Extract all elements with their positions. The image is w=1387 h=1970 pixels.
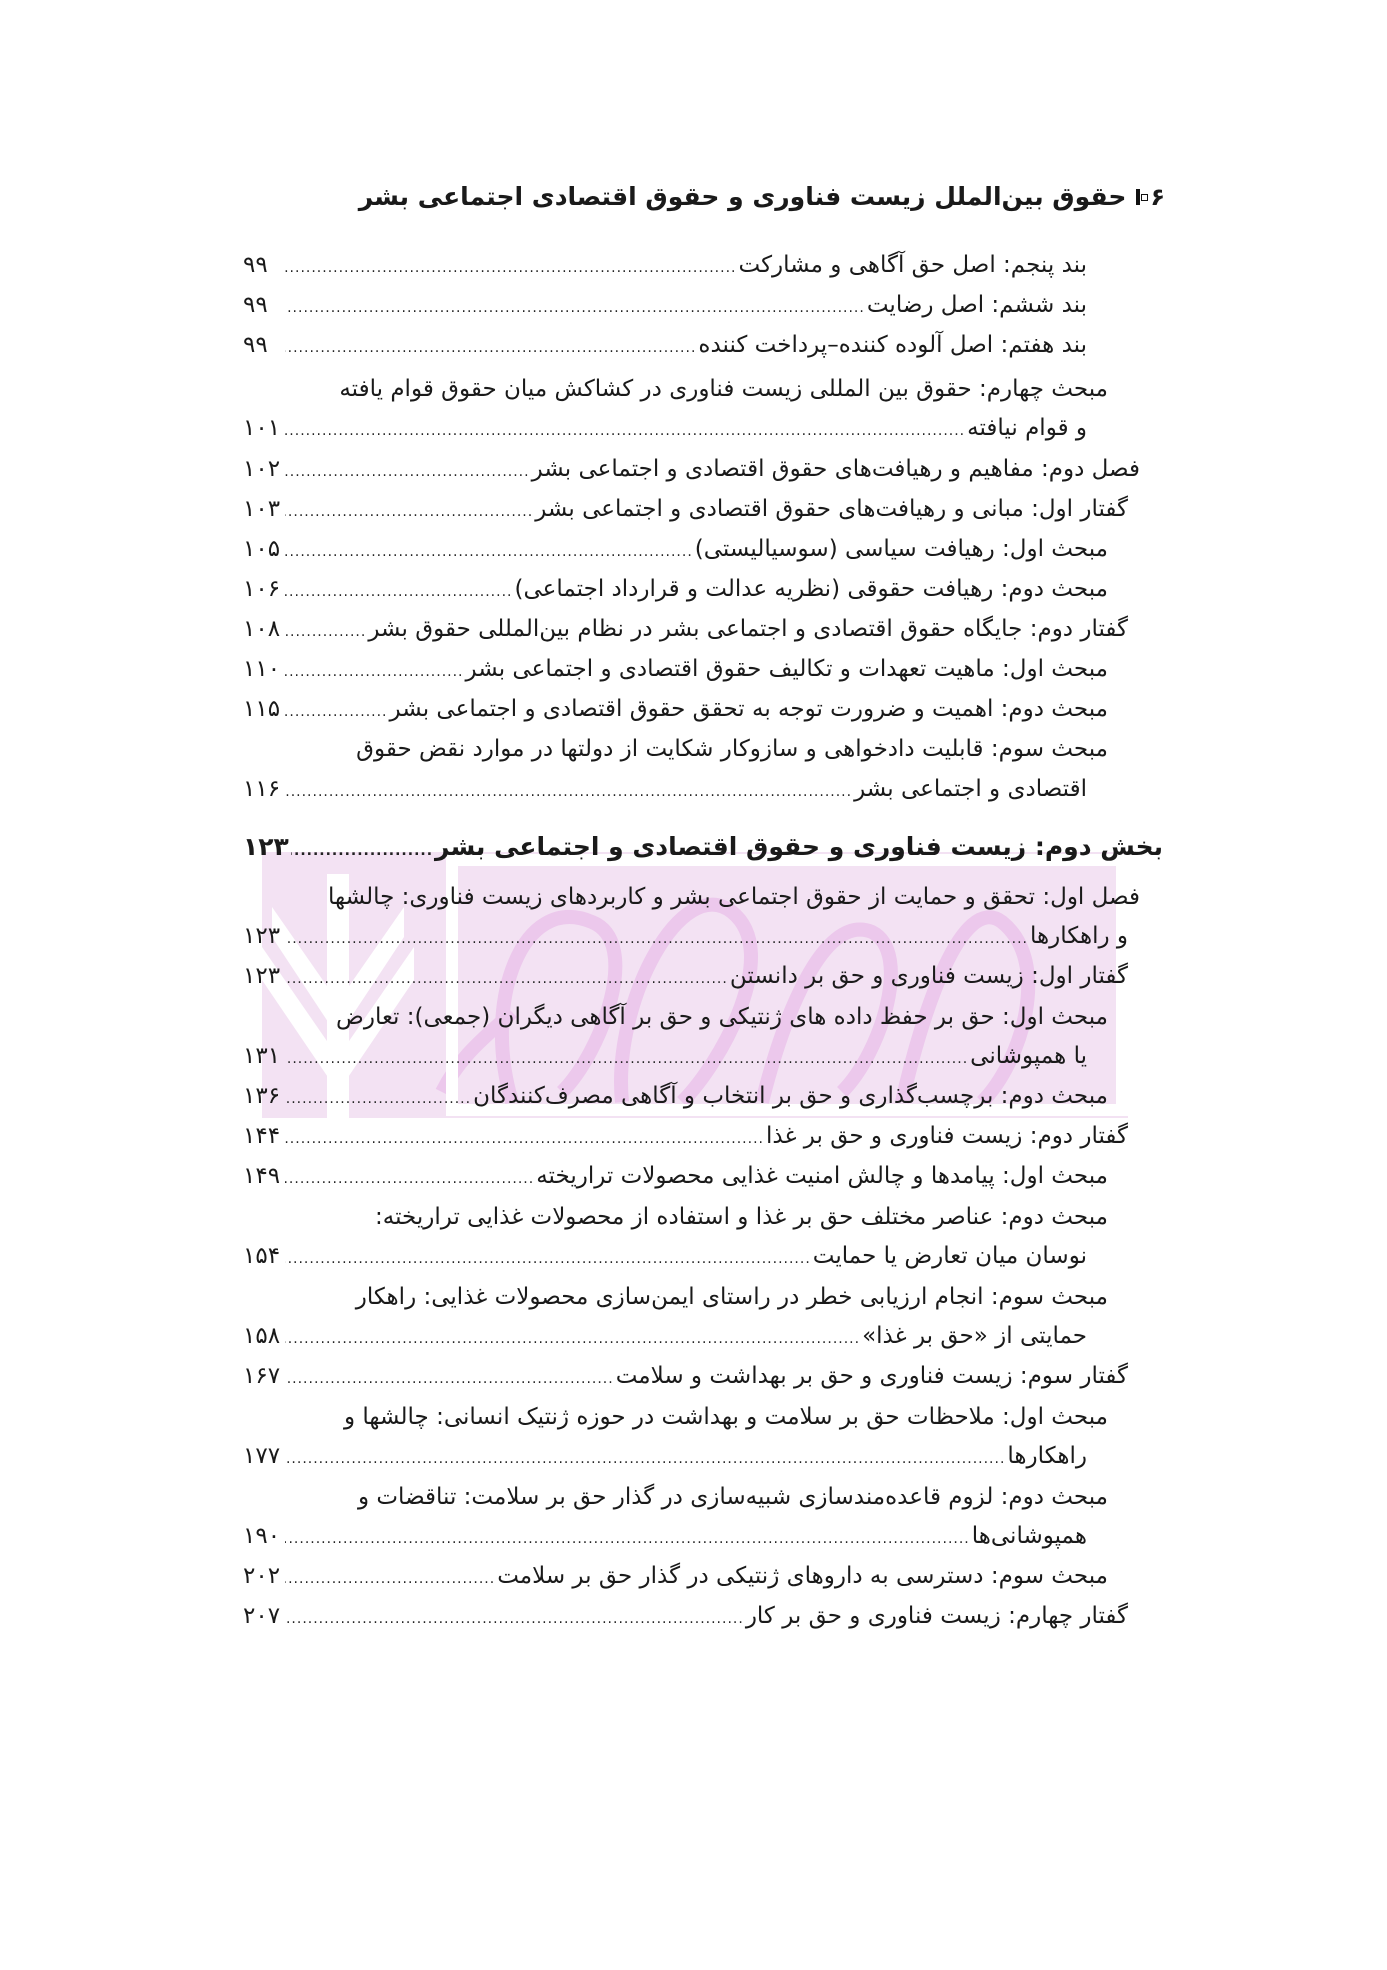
- toc-entry-title[interactable]: همپوشانی‌ها: [971, 1523, 1087, 1549]
- toc-page-number[interactable]: ۱۱۰: [243, 656, 281, 682]
- toc-entry-title[interactable]: بند ششم: اصل رضایت: [866, 292, 1087, 318]
- dot-leader: [285, 544, 693, 560]
- toc-entry-title[interactable]: حمایتی از «حق بر غذا»: [862, 1323, 1087, 1349]
- toc-page-number[interactable]: ۹۹: [243, 292, 268, 318]
- dot-leader: [285, 624, 366, 640]
- toc-entry-title[interactable]: گفتار چهارم: زیست فناوری و حق بر کار: [745, 1603, 1128, 1629]
- toc-entry-title[interactable]: و راهکارها: [1030, 923, 1128, 949]
- toc-entry-line: [243, 536, 1108, 576]
- toc-entry-title[interactable]: مبحث سوم: انجام ارزیابی خطر در راستای ایمن‌سازی محصولات غذایی: راهکار: [355, 1284, 1108, 1310]
- toc-entry-line-continued: [243, 1204, 1108, 1244]
- dot-leader: [285, 1611, 744, 1627]
- toc-page-number[interactable]: ۱۳۶: [243, 1083, 281, 1109]
- page-number: ۶: [1150, 182, 1165, 211]
- dot-leader: [285, 1531, 970, 1547]
- toc-entry-line: [243, 1163, 1108, 1203]
- toc-entry-line: [243, 1603, 1128, 1643]
- toc-entry-line-continued: [243, 1284, 1108, 1324]
- toc-entry-line: [243, 923, 1128, 963]
- toc-entry-line: [243, 415, 1087, 455]
- toc-page-number[interactable]: ۲۰۲: [243, 1563, 281, 1589]
- dot-leader: [285, 704, 388, 720]
- dot-leader: [285, 664, 464, 680]
- toc-page-number[interactable]: ۱۲۳: [243, 963, 281, 989]
- dot-leader: [285, 1131, 764, 1147]
- toc-entry-line: [243, 1043, 1087, 1083]
- toc-entry-title[interactable]: مبحث اول: ماهیت تعهدات و تکالیف حقوق اقتصادی و اجتماعی بشر: [465, 656, 1108, 682]
- book-title: حقوق بین‌الملل زیست فناوری و حقوق اقتصادی اجتماعی بشر: [358, 182, 1127, 211]
- dot-leader: [285, 1171, 534, 1187]
- toc-page-number[interactable]: ۱۱۶: [243, 776, 281, 802]
- toc-entry-title[interactable]: بند پنجم: اصل حق آگاهی و مشارکت: [738, 252, 1087, 278]
- toc-entry-title[interactable]: مبحث دوم: اهمیت و ضرورت توجه به تحقق حقوق اقتصادی و اجتماعی بشر: [389, 696, 1108, 722]
- toc-entry-line: [243, 576, 1108, 616]
- toc-entry-title[interactable]: گفتار دوم: زیست فناوری و حق بر غذا: [765, 1123, 1128, 1149]
- toc-entry-line: [243, 696, 1108, 736]
- dot-leader: [285, 1331, 860, 1347]
- toc-page-number[interactable]: ۱۹۰: [243, 1523, 281, 1549]
- toc-entry-line-continued: [243, 884, 1140, 924]
- dot-leader: [285, 784, 852, 800]
- toc-entry-line-continued: [243, 1484, 1108, 1524]
- toc-entry-title[interactable]: مبحث دوم: لزوم قاعده‌مندسازی شبیه‌سازی در گذار حق بر سلامت: تناقضات و: [357, 1484, 1108, 1510]
- toc-entry-title[interactable]: مبحث دوم: عناصر مختلف حق بر غذا و استفاده از محصولات غذایی تراریخته:: [375, 1204, 1108, 1230]
- toc-page-number[interactable]: ۱۰۸: [243, 616, 281, 642]
- toc-entry-line: [243, 776, 1087, 816]
- toc-entry-line: [243, 832, 1163, 872]
- toc-entry-line: [243, 1323, 1087, 1363]
- toc-page-number[interactable]: ۱۵۸: [243, 1323, 281, 1349]
- toc-entry-title[interactable]: فصل اول: تحقق و حمایت از حقوق اجتماعی بشر و کاربردهای زیست فناوری: چالشها: [328, 884, 1140, 910]
- toc-entry-title[interactable]: نوسان میان تعارض یا حمایت: [812, 1243, 1087, 1269]
- toc-page-number[interactable]: ۱۳۱: [243, 1043, 281, 1069]
- toc-entry-line: [243, 1243, 1087, 1283]
- toc-page-number[interactable]: ۱۷۷: [243, 1443, 281, 1469]
- toc-page-number[interactable]: ۱۲۳: [243, 832, 289, 861]
- toc-page-number[interactable]: ۱۵۴: [243, 1243, 281, 1269]
- toc-entry-title[interactable]: مبحث سوم: دسترسی به داروهای ژنتیکی در گذار حق بر سلامت: [497, 1563, 1108, 1589]
- toc-page-number[interactable]: ۹۹: [243, 332, 268, 358]
- dot-leader: [285, 1571, 495, 1587]
- toc-entry-line: [243, 616, 1128, 656]
- toc-entry-title[interactable]: بند هفتم: اصل آلوده کننده–پرداخت کننده: [698, 332, 1087, 358]
- toc-entry-title[interactable]: فصل دوم: مفاهیم و رهیافت‌های حقوق اقتصادی و اجتماعی بشر: [531, 456, 1140, 482]
- toc-entry-title[interactable]: گفتار دوم: جایگاه حقوق اقتصادی و اجتماعی بشر در نظام بین‌المللی حقوق بشر: [368, 616, 1128, 642]
- toc-entry-title[interactable]: یا همپوشانی: [970, 1043, 1087, 1069]
- toc-entry-title[interactable]: مبحث اول: پیامدها و چالش امنیت غذایی محصولات تراریخته: [536, 1163, 1108, 1189]
- toc-entry-line-continued: [243, 1404, 1108, 1444]
- dot-leader: [285, 504, 533, 520]
- toc-entry-title[interactable]: بخش دوم: زیست فناوری و حقوق اقتصادی و اجتماعی بشر: [435, 832, 1163, 861]
- toc-entry-title[interactable]: اقتصادی و اجتماعی بشر: [854, 776, 1087, 802]
- dot-leader: [285, 1051, 968, 1067]
- toc-entry-line: [243, 456, 1140, 496]
- toc-page-number[interactable]: ۱۶۷: [243, 1363, 281, 1389]
- toc-entry-title[interactable]: مبحث اول: رهیافت سیاسی (سوسیالیستی): [694, 536, 1108, 562]
- toc-page-number[interactable]: ۱۲۳: [243, 923, 281, 949]
- toc-entry-title[interactable]: راهکارها: [1007, 1443, 1087, 1469]
- toc-entry-line: [243, 252, 1087, 292]
- toc-entry-line: [243, 332, 1087, 372]
- toc-page-number[interactable]: ۲۰۷: [243, 1603, 281, 1629]
- toc-entry-title[interactable]: مبحث چهارم: حقوق بین المللی زیست فناوری در کشاکش میان حقوق قوام یافته: [339, 376, 1108, 402]
- dot-leader: [285, 1091, 471, 1107]
- dot-leader: [285, 1251, 811, 1267]
- toc-entry-title[interactable]: مبحث سوم: قابلیت دادخواهی و سازوکار شکایت از دولتها در موارد نقض حقوق: [356, 736, 1108, 762]
- toc-entry-title[interactable]: گفتار سوم: زیست فناوری و حق بر بهداشت و سلامت: [615, 1363, 1128, 1389]
- dot-leader: [285, 423, 965, 439]
- toc-entry-line: [243, 963, 1128, 1003]
- running-header: [358, 182, 1165, 211]
- toc-page-number[interactable]: ۹۹: [243, 252, 268, 278]
- toc-entry-title[interactable]: مبحث دوم: برچسب‌گذاری و حق بر انتخاب و آگاهی مصرف‌کنندگان: [473, 1083, 1108, 1109]
- toc-entry-line: [243, 1363, 1128, 1403]
- toc-entry-line: [243, 656, 1108, 696]
- dot-leader: [285, 971, 728, 987]
- toc-page-number[interactable]: ۱۴۴: [243, 1123, 281, 1149]
- dot-leader: [285, 300, 865, 316]
- dot-leader: [285, 340, 696, 356]
- toc-entry-line: [243, 496, 1128, 536]
- toc-entry-title[interactable]: مبحث دوم: رهیافت حقوقی (نظریه عدالت و قرارداد اجتماعی): [514, 576, 1108, 602]
- toc-entry-line: [243, 1443, 1087, 1483]
- dot-leader: [285, 931, 1028, 947]
- toc-page-number[interactable]: ۱۰۳: [243, 496, 281, 522]
- toc-entry-title[interactable]: مبحث اول: حق بر حفظ داده های ژنتیکی و حق بر آگاهی دیگران (جمعی): تعارض: [336, 1004, 1108, 1030]
- square-bullet-icon: [1136, 189, 1140, 205]
- toc-entry-title[interactable]: گفتار اول: مبانی و رهیافت‌های حقوق اقتصادی و اجتماعی بشر: [535, 496, 1128, 522]
- dot-leader: [285, 1371, 614, 1387]
- toc-entry-line: [243, 292, 1087, 332]
- dot-leader: [285, 260, 736, 276]
- dot-leader: [285, 464, 530, 480]
- dot-leader: [285, 1451, 1005, 1467]
- toc-entry-line-continued: [243, 736, 1108, 776]
- toc-entry-line: [243, 1123, 1128, 1163]
- toc-entry-line-continued: [243, 1004, 1108, 1044]
- toc-entry-line-continued: [243, 376, 1108, 416]
- toc-page-number[interactable]: ۱۰۵: [243, 536, 281, 562]
- toc-entry-title[interactable]: مبحث اول: ملاحظات حق بر سلامت و بهداشت در حوزه ژنتیک انسانی: چالشها و: [344, 1404, 1108, 1430]
- toc-entry-line: [243, 1083, 1108, 1123]
- toc-entry-line: [243, 1563, 1108, 1603]
- toc-entry-line: [243, 1523, 1087, 1563]
- toc-entry-title[interactable]: و قوام نیافته: [967, 415, 1087, 441]
- toc-entry-title[interactable]: گفتار اول: زیست فناوری و حق بر دانستن: [729, 963, 1128, 989]
- toc-page-number[interactable]: ۱۰۱: [243, 415, 281, 441]
- dot-leader: [291, 843, 433, 859]
- toc-page-number[interactable]: ۱۴۹: [243, 1163, 281, 1189]
- toc-page-number[interactable]: ۱۱۵: [243, 696, 281, 722]
- toc-page-number[interactable]: ۱۰۶: [243, 576, 281, 602]
- dot-leader: [285, 584, 512, 600]
- toc-page-number[interactable]: ۱۰۲: [243, 456, 281, 482]
